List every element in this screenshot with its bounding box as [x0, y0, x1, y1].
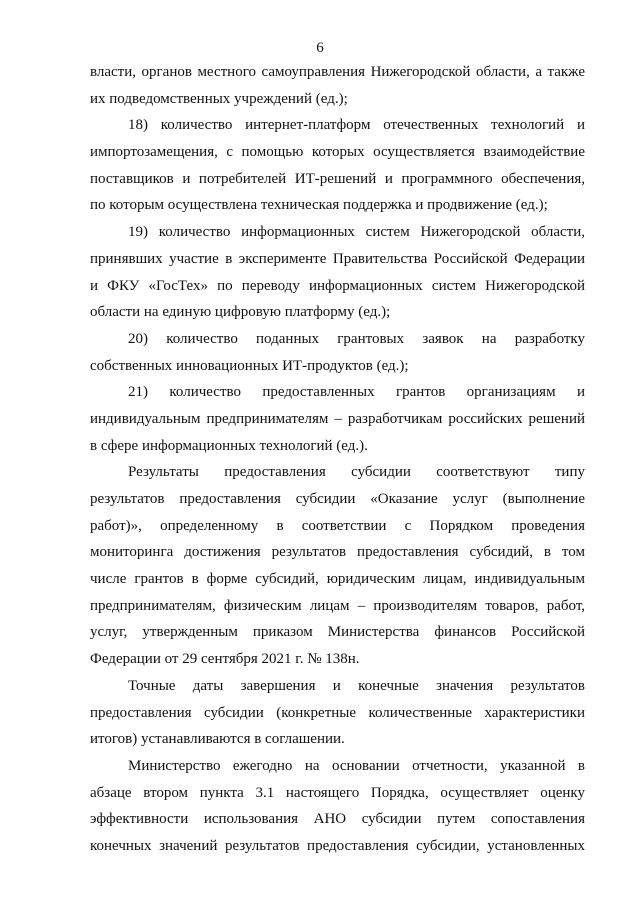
text-line: конечных значений результатов предоставления субсидии, установленных: [90, 837, 585, 854]
text-line: в сфере информационных технологий (ед.).: [90, 437, 368, 454]
text-line: мониторинга достижения результатов предоставления субсидий, в том: [90, 544, 585, 561]
text-line: итогов) устанавливаются в соглашении.: [90, 731, 345, 748]
text-line: 18) количество интернет-платформ отечественных технологий и: [128, 117, 585, 134]
text-line: власти, органов местного самоуправления Нижегородской области, а также: [90, 64, 585, 80]
text-line: эффективности использования АНО субсидии путем сопоставления: [90, 811, 585, 828]
text-line: импортозамещения, с помощью которых осуществляется взаимодействие: [90, 144, 585, 161]
text-line: 19) количество информационных систем Нижегородской области,: [128, 224, 585, 241]
text-line: области на единую цифровую платформу (ед.);: [90, 304, 391, 321]
text-line: принявших участие в эксперименте Правительства Российской Федерации: [90, 250, 585, 267]
text-line: собственных инновационных ИТ-продуктов (ед.);: [90, 357, 409, 374]
text-line: Точные даты завершения и конечные значения результатов: [128, 677, 585, 694]
text-line: по которым осуществлена техническая поддержка и продвижение (ед.);: [90, 197, 548, 214]
text-line: индивидуальным предпринимателям – разработчикам российских решений: [90, 410, 585, 427]
text-line: поставщиков и потребителей ИТ-решений и программного обеспечения,: [90, 170, 585, 187]
text-line: услуг, утвержденным приказом Министерства финансов Российской: [90, 624, 585, 641]
text-line: 21) количество предоставленных грантов организациям и: [128, 384, 585, 401]
page-number: 6: [316, 40, 324, 56]
text-line: Результаты предоставления субсидии соответствуют типу: [128, 464, 585, 481]
text-line: работ)», определенному в соответствии с Порядком проведения: [90, 517, 585, 534]
text-line: их подведомственных учреждений (ед.);: [90, 90, 348, 107]
text-line: Министерство ежегодно на основании отчетности, указанной в: [128, 757, 585, 774]
text-line: 20) количество поданных грантовых заявок на разработку: [128, 330, 585, 347]
text-line: абзаце втором пункта 3.1 настоящего Порядка, осуществляет оценку: [90, 784, 585, 801]
text-line: Федерации от 29 сентября 2021 г. № 138н.: [90, 651, 360, 668]
text-line: и ФКУ «ГосТех» по переводу информационных систем Нижегородской: [90, 277, 585, 294]
text-line: числе грантов в форме субсидий, юридическим лицам, индивидуальным: [90, 571, 585, 588]
text-line: предпринимателям, физическим лицам – производителям товаров, работ,: [90, 597, 585, 614]
text-line: предоставления субсидии (конкретные количественные характеристики: [90, 704, 585, 721]
text-line: результатов предоставления субсидии «Оказание услуг (выполнение: [90, 491, 585, 507]
body-text: [90, 59, 585, 860]
